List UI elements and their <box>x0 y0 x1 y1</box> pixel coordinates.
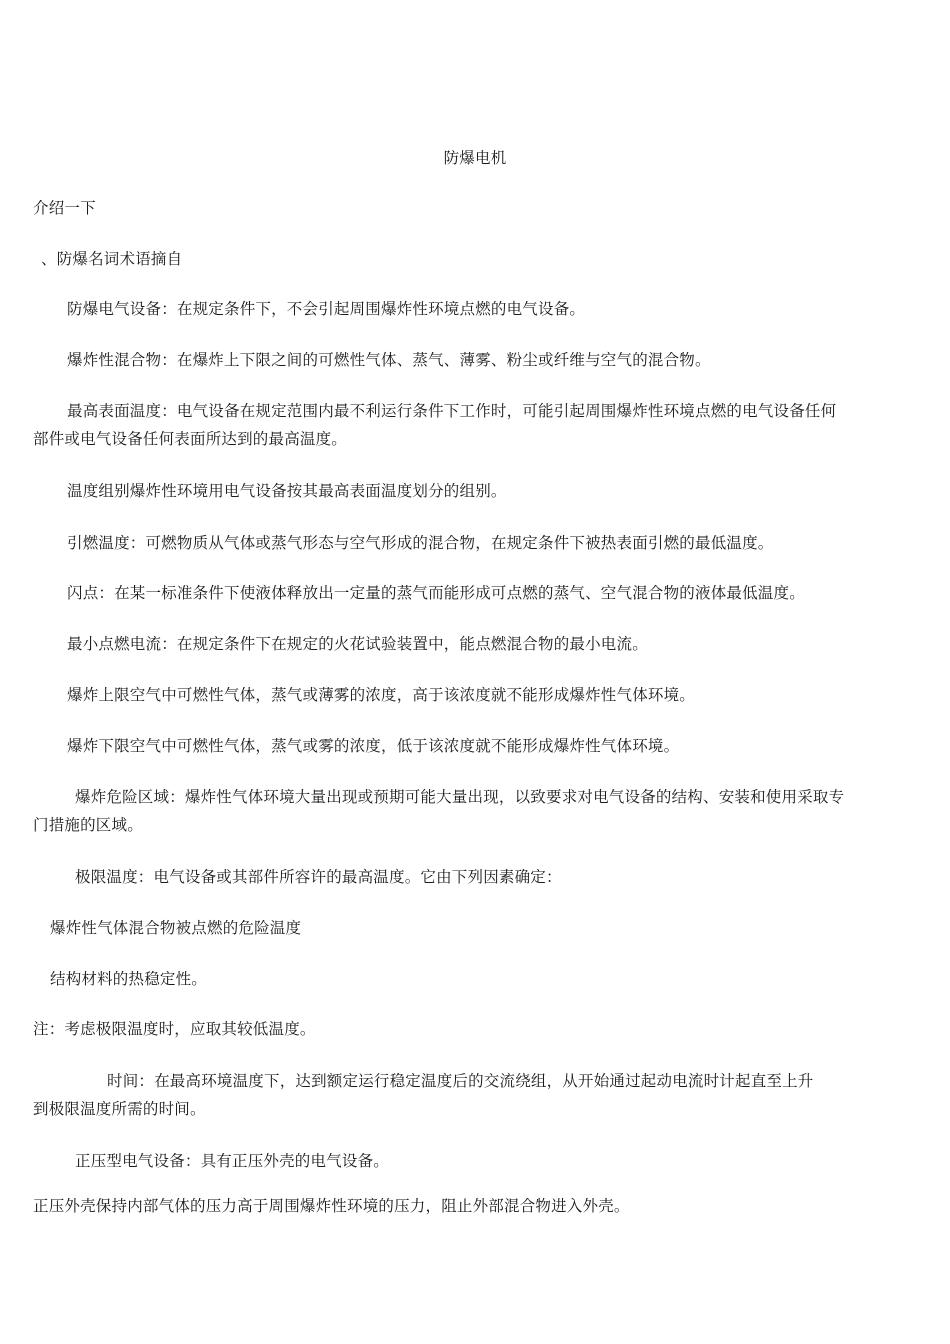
document-title: 防爆电机 <box>443 149 507 167</box>
term-max-surface-temp-line2: 部件或电气设备任何表面所达到的最高温度。 <box>33 430 348 448</box>
term-flash-point: 闪点：在某一标准条件下使液体释放出一定量的蒸气而能形成可点燃的蒸气、空气混合物的液体最低温度。 <box>67 584 805 602</box>
term-min-ignition-current: 最小点燃电流：在规定条件下在规定的火花试验装置中，能点燃混合物的最小电流。 <box>67 635 648 653</box>
term-hazardous-area-line2: 门措施的区域。 <box>33 816 143 834</box>
term-limit-temp: 极限温度：电气设备或其部件所容许的最高温度。它由下列因素确定： <box>75 868 562 886</box>
term-lower-explosive-limit: 爆炸下限空气中可燃性气体，蒸气或雾的浓度，低于该浓度就不能形成爆炸性气体环境。 <box>67 737 680 755</box>
term-time-line2: 到极限温度所需的时间。 <box>33 1100 206 1118</box>
term-max-surface-temp-line1: 最高表面温度：电气设备在规定范围内最不利运行条件下工作时，可能引起周围爆炸性环境点燃的电气设备任何 <box>67 402 837 420</box>
term-pressurized-enclosure: 正压外壳保持内部气体的压力高于周围爆炸性环境的压力，阻止外部混合物进入外壳。 <box>33 1197 630 1215</box>
term-hazardous-area-line1: 爆炸危险区域：爆炸性气体环境大量出现或预期可能大量出现，以致要求对电气设备的结构、安装和使用采取专 <box>75 788 845 806</box>
note-text: 注：考虑极限温度时，应取其较低温度。 <box>33 1020 316 1038</box>
section-heading: 、防爆名词术语摘自 <box>41 250 183 268</box>
term-pressurized-equipment: 正压型电气设备：具有正压外壳的电气设备。 <box>75 1152 390 1170</box>
term-explosion-proof-equipment: 防爆电气设备：在规定条件下，不会引起周围爆炸性环境点燃的电气设备。 <box>67 300 586 318</box>
limit-factor-1: 爆炸性气体混合物被点燃的危险温度 <box>50 919 302 937</box>
limit-factor-2: 结构材料的热稳定性。 <box>50 970 208 988</box>
intro-text: 介绍一下 <box>33 199 96 217</box>
term-upper-explosive-limit: 爆炸上限空气中可燃性气体，蒸气或薄雾的浓度，高于该浓度就不能形成爆炸性气体环境。 <box>67 686 696 704</box>
term-ignition-temp: 引燃温度：可燃物质从气体或蒸气形态与空气形成的混合物，在规定条件下被热表面引燃的最低温度。 <box>67 534 774 552</box>
term-time-line1: 时间：在最高环境温度下，达到额定运行稳定温度后的交流绕组，从开始通过起动电流时计起直至上升 <box>107 1072 814 1090</box>
term-explosive-mixture: 爆炸性混合物：在爆炸上下限之间的可燃性气体、蒸气、薄雾、粉尘或纤维与空气的混合物。 <box>67 351 711 369</box>
term-temperature-group: 温度组别爆炸性环境用电气设备按其最高表面温度划分的组别。 <box>67 482 507 500</box>
